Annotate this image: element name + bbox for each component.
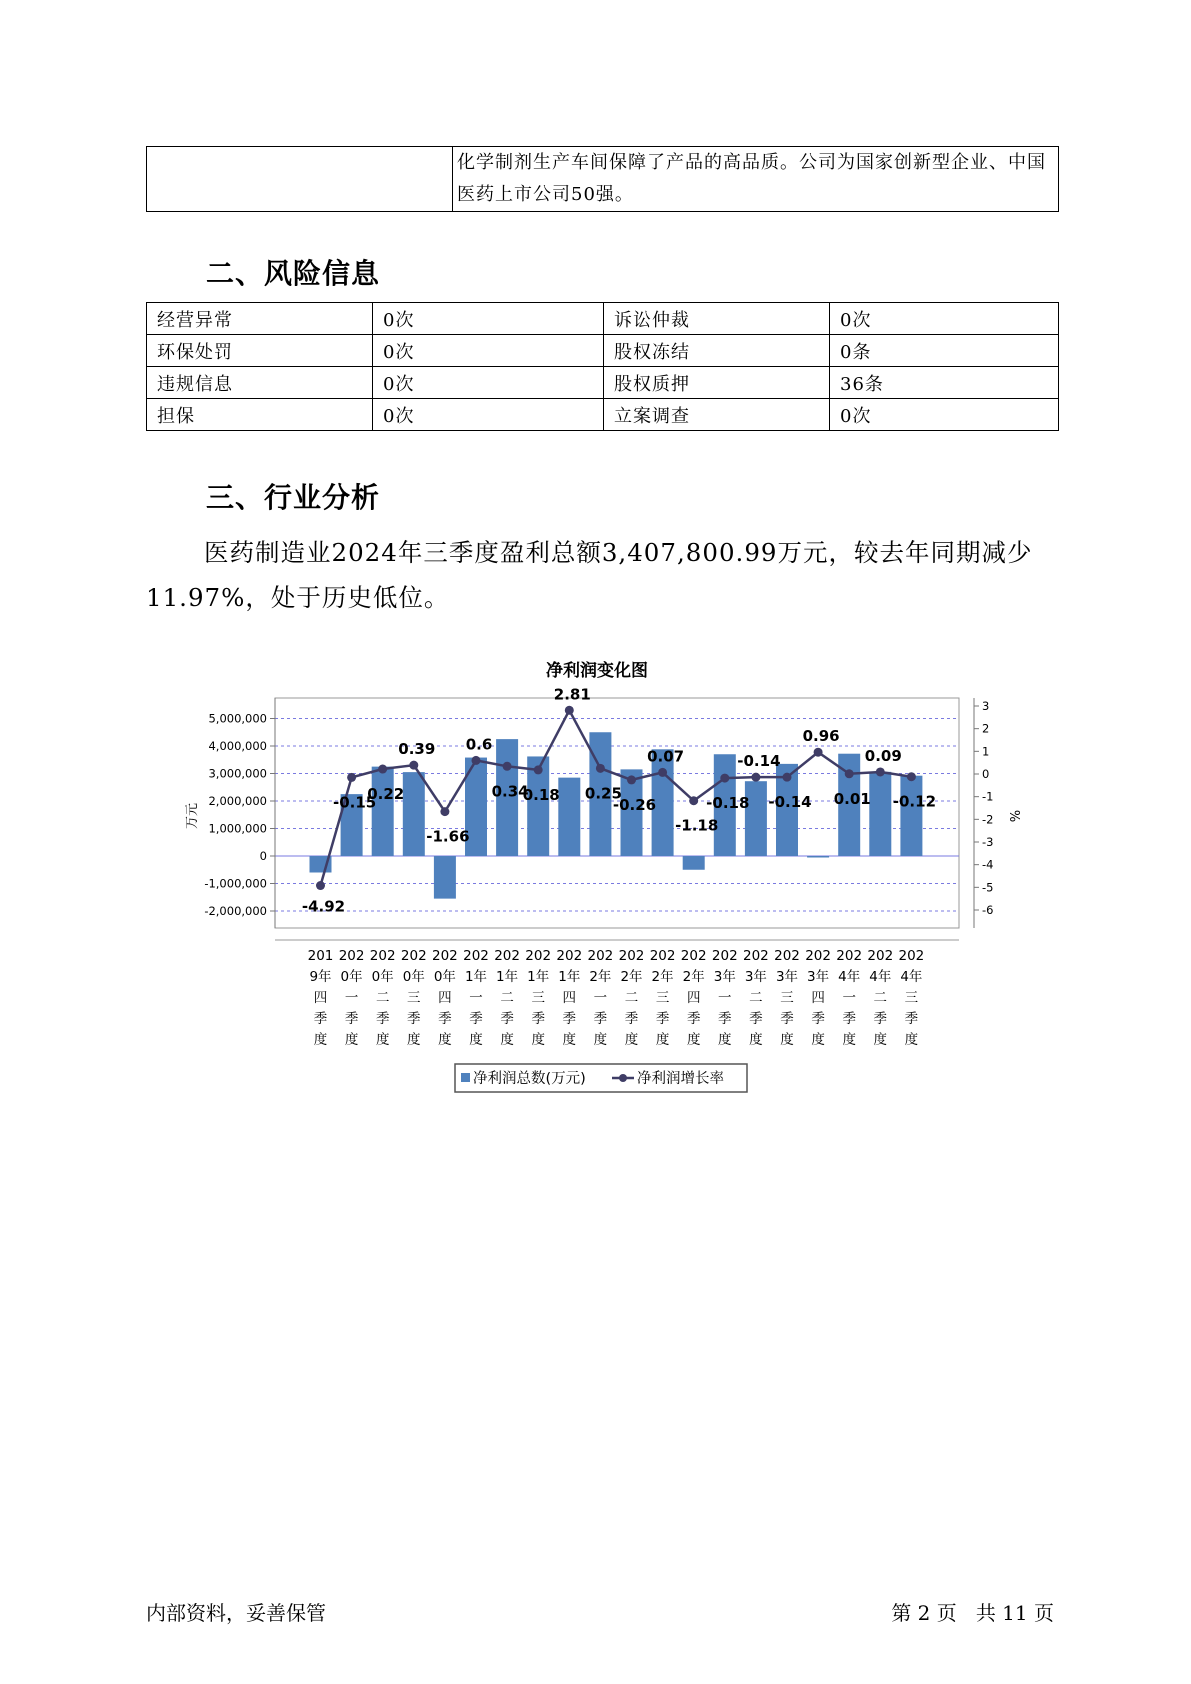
data-label: 0.01: [833, 789, 871, 808]
company-info-table: [146, 146, 1059, 212]
y2-tick-label: -4: [982, 857, 994, 872]
chart-legend: [455, 1064, 747, 1092]
risk-label: 股权冻结: [604, 335, 830, 367]
data-label: 0.25: [584, 784, 622, 803]
x-axis-ticks: [275, 940, 959, 1048]
data-label: 0.09: [864, 746, 902, 765]
growth-point: [316, 881, 325, 890]
x-tick-label: 201 9年四季度: [307, 948, 334, 1048]
data-label: -4.92: [301, 897, 346, 916]
y-tick-label: 1,000,000: [208, 821, 267, 836]
risk-info-table: [146, 302, 1059, 431]
x-tick-label: 202 1年三季度: [525, 948, 552, 1048]
x-tick-label: 202 4年三季度: [898, 948, 925, 1048]
risk-label: 环保处罚: [147, 335, 373, 367]
y2-tick-label: -5: [982, 880, 994, 895]
page-number: 第 2 页 共 11 页: [891, 1601, 1054, 1625]
growth-point: [347, 773, 356, 782]
data-label: -0.14: [768, 793, 812, 812]
risk-value: 0条: [830, 335, 1059, 367]
y-tick-label: 5,000,000: [208, 711, 267, 726]
x-tick-label: 202 0年二季度: [369, 948, 396, 1048]
risk-value: 0次: [830, 303, 1059, 335]
risk-section-title: 二、风险信息: [206, 257, 381, 290]
y2-tick-label: 0: [982, 767, 990, 781]
data-label: 2.81: [553, 685, 591, 704]
legend-line-label: 净利润增长率: [637, 1071, 724, 1087]
y-axis-ticks: [204, 698, 275, 928]
risk-value: 0次: [830, 399, 1059, 431]
data-label: -1.66: [426, 827, 470, 846]
growth-point: [876, 767, 885, 776]
growth-point: [378, 765, 387, 774]
risk-label: 违规信息: [147, 367, 373, 399]
risk-value: 0次: [373, 303, 604, 335]
risk-label: 股权质押: [604, 367, 830, 399]
growth-point: [596, 764, 605, 773]
x-tick-label: 202 2年四季度: [680, 948, 707, 1048]
x-tick-label: 202 3年四季度: [805, 948, 831, 1048]
bar: [869, 772, 891, 856]
x-tick-label: 202 3年二季度: [743, 948, 769, 1048]
data-label: -0.14: [737, 752, 781, 771]
y-tick-label: 3,000,000: [208, 766, 267, 781]
y2-tick-label: -6: [982, 903, 994, 917]
data-label: 0.96: [802, 727, 840, 746]
risk-label: 立案调查: [604, 399, 830, 431]
growth-point: [751, 773, 760, 782]
legend-bar-label: 净利润总数(万元): [473, 1071, 586, 1087]
x-tick-label: 202 2年三季度: [649, 948, 676, 1048]
risk-label: 担保: [147, 399, 373, 431]
bar: [683, 856, 705, 870]
industry-paragraph: 医药制造业2024年三季度盈利总额3,407,800.99万元，较去年同期减少11.97%，处于历史低位。: [146, 538, 1033, 612]
y2-tick-label: -3: [982, 835, 994, 849]
x-tick-label: 202 4年二季度: [867, 948, 894, 1048]
data-label: -0.26: [612, 795, 657, 814]
risk-label: 经营异常: [147, 303, 373, 335]
legend-line-marker: [619, 1074, 627, 1082]
risk-row: [147, 335, 1059, 367]
net-profit-chart: [0, 640, 1191, 1100]
x-tick-label: 202 1年四季度: [556, 948, 583, 1048]
x-tick-label: 202 0年四季度: [432, 948, 458, 1048]
bar: [745, 781, 767, 856]
legend-bar-swatch: [461, 1073, 470, 1082]
x-tick-label: 202 3年三季度: [774, 948, 800, 1048]
growth-point: [783, 773, 792, 782]
y-tick-label: -2,000,000: [204, 904, 267, 918]
y2-tick-label: -1: [982, 789, 994, 804]
company-info-description: 化学制剂生产车间保障了产品的高品质。公司为国家创新型企业、中国医药上市公司50强。: [453, 147, 1059, 212]
bar: [403, 772, 425, 856]
bar: [807, 856, 829, 858]
x-tick-label: 202 1年一季度: [463, 948, 489, 1048]
data-label: -0.18: [706, 794, 750, 813]
y2-axis-label: %: [1006, 809, 1021, 823]
data-label: -1.18: [675, 816, 719, 835]
x-tick-label: 202 2年二季度: [618, 948, 645, 1048]
y2-tick-label: 2: [982, 721, 990, 736]
x-tick-label: 202 3年一季度: [711, 948, 738, 1048]
risk-value: 0次: [373, 335, 604, 367]
risk-row: [147, 303, 1059, 335]
data-label: 0.39: [398, 740, 436, 759]
growth-point: [534, 765, 543, 774]
footer-note: 内部资料，妥善保管: [146, 1601, 326, 1625]
growth-point: [814, 748, 823, 757]
data-label: 0.22: [367, 785, 405, 804]
growth-point: [409, 761, 418, 770]
y-tick-label: 4,000,000: [208, 739, 267, 753]
data-label: -0.12: [892, 792, 937, 811]
risk-row: [147, 399, 1059, 431]
y2-tick-label: 3: [982, 699, 990, 713]
chart-title: 净利润变化图: [546, 661, 648, 681]
bar: [434, 856, 456, 899]
company-info-label-cell: [147, 147, 453, 212]
risk-value: 36条: [830, 367, 1059, 399]
data-label: 0.6: [465, 735, 493, 754]
x-tick-label: 202 1年二季度: [494, 948, 520, 1048]
growth-point: [658, 768, 667, 777]
y2-tick-label: 1: [982, 744, 990, 759]
growth-point: [845, 769, 854, 778]
data-label: -0.15: [332, 793, 377, 812]
growth-point: [627, 775, 636, 784]
growth-point: [565, 706, 574, 715]
x-tick-label: 202 4年一季度: [836, 948, 863, 1048]
y2-tick-label: -2: [982, 812, 994, 827]
bar: [900, 776, 922, 856]
data-label: 0.18: [522, 785, 560, 804]
growth-point: [503, 762, 512, 771]
risk-label: 诉讼仲裁: [604, 303, 830, 335]
y-tick-label: 2,000,000: [208, 794, 267, 808]
x-tick-label: 202 2年一季度: [587, 948, 614, 1048]
risk-row: [147, 367, 1059, 399]
y2-axis-ticks: [974, 698, 993, 928]
x-tick-label: 202 0年三季度: [400, 948, 427, 1048]
industry-section-title: 三、行业分析: [206, 481, 381, 514]
x-tick-label: 202 0年一季度: [338, 948, 365, 1048]
risk-value: 0次: [373, 399, 604, 431]
data-label: 0.07: [647, 747, 685, 766]
growth-point: [689, 796, 698, 805]
risk-value: 0次: [373, 367, 604, 399]
growth-point: [720, 774, 729, 783]
bar: [558, 778, 580, 856]
growth-point: [472, 756, 481, 765]
growth-point: [907, 772, 916, 781]
y-tick-label: 0: [259, 849, 267, 863]
y-tick-label: -1,000,000: [204, 876, 267, 891]
y-axis-label: 万元: [185, 802, 200, 830]
growth-point: [440, 807, 449, 816]
data-label: 0.34: [491, 782, 529, 801]
